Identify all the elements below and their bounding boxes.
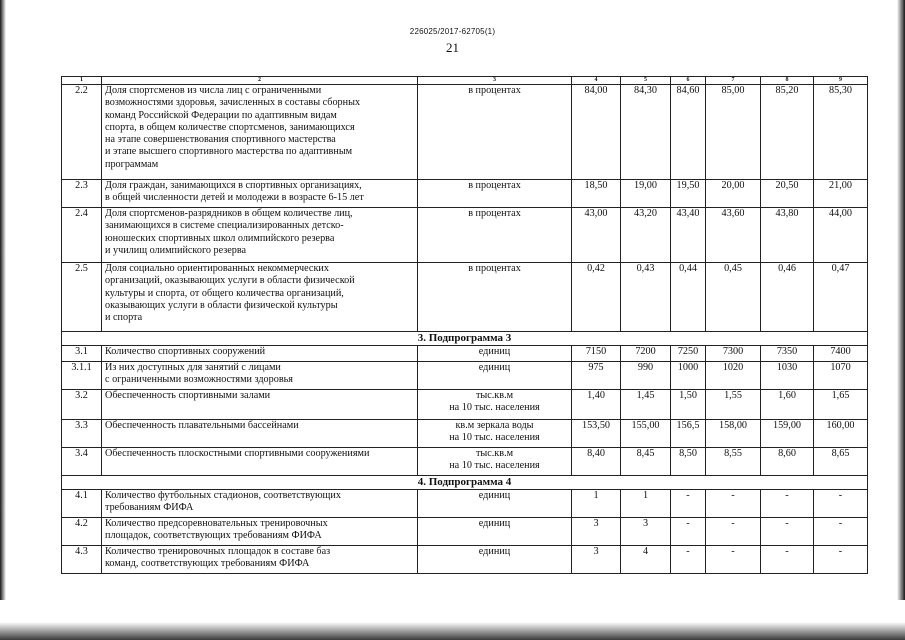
indicator-name-line: площадок, соответствующих требованиям ФИФА <box>105 530 322 542</box>
indicator-name-line: Обеспеченность спортивными залами <box>105 390 271 401</box>
unit-line: на 10 тыс. населения <box>449 460 540 472</box>
year-value: 7300 <box>706 346 761 362</box>
year-value: 1,50 <box>671 390 706 420</box>
indicator-name-line: занимающихся в системе специализированных детско- <box>105 220 344 232</box>
column-number: 6 <box>671 77 706 85</box>
unit-of-measure <box>418 390 572 420</box>
unit-of-measure <box>418 362 572 390</box>
unit-of-measure <box>418 546 572 574</box>
indicator-name-line: и этапе высшего спортивного мастерства по адаптивным <box>105 146 353 158</box>
year-value: 19,50 <box>671 180 706 208</box>
indicator-name-line: Доля спортсменов-разрядников в общем количестве лиц, <box>105 208 353 219</box>
unit-line: единиц <box>478 546 511 557</box>
column-number: 3 <box>418 77 572 85</box>
unit-line: в процентах <box>468 208 521 219</box>
year-value: 21,00 <box>814 180 868 208</box>
year-value: 43,40 <box>671 208 706 263</box>
section-row <box>62 332 868 346</box>
unit-line: единиц <box>478 362 511 373</box>
year-value: - <box>761 546 814 574</box>
row-number: 2.4 <box>62 208 102 263</box>
year-value: - <box>814 546 868 574</box>
indicator-name-line: Из них доступных для занятий с лицами <box>105 362 281 373</box>
indicator-name-line: программам <box>105 158 159 170</box>
year-value: 8,50 <box>671 448 706 476</box>
indicator-name-line: в общей численности детей и молодежи в возрасте 6-15 лет <box>105 192 364 204</box>
year-value: 84,60 <box>671 85 706 180</box>
column-number: 4 <box>572 77 621 85</box>
year-value: 20,50 <box>761 180 814 208</box>
table-row <box>62 546 868 574</box>
indicator-name-line: команд Российской Федерации по адаптивным видам <box>105 109 337 121</box>
indicator-name-line: Обеспеченность плавательными бассейнами <box>105 420 299 431</box>
indicator-name <box>102 490 418 518</box>
section-title: 3. Подпрограмма 3 <box>62 332 868 346</box>
column-number: 9 <box>814 77 868 85</box>
unit-line: в процентах <box>468 180 521 191</box>
year-value: 18,50 <box>572 180 621 208</box>
indicator-name <box>102 420 418 448</box>
table-row <box>62 180 868 208</box>
year-value: 3 <box>572 518 621 546</box>
year-value: 84,00 <box>572 85 621 180</box>
year-value: 44,00 <box>814 208 868 263</box>
indicators-table <box>61 76 868 574</box>
indicator-name-line: культуры и спорта, от общего количества организаций, <box>105 287 344 299</box>
document-id: 226025/2017-62705(1) <box>409 27 496 36</box>
indicator-name-line: Количество спортивных сооружений <box>105 346 266 357</box>
table-row <box>62 448 868 476</box>
indicator-name-line: с ограниченными возможностями здоровья <box>105 374 293 386</box>
column-number: 7 <box>706 77 761 85</box>
table-row <box>62 362 868 390</box>
indicator-name-line: Доля социально ориентированных некоммерческих <box>105 263 329 274</box>
year-value: 8,55 <box>706 448 761 476</box>
year-value: 990 <box>621 362 671 390</box>
year-value: - <box>671 518 706 546</box>
unit-line: кв.м зеркала воды <box>455 420 534 431</box>
unit-of-measure <box>418 208 572 263</box>
indicator-name <box>102 390 418 420</box>
year-value: 0,47 <box>814 263 868 332</box>
year-value: - <box>814 518 868 546</box>
indicator-name <box>102 518 418 546</box>
unit-line: единиц <box>478 490 511 501</box>
unit-line: в процентах <box>468 85 521 96</box>
year-value: 975 <box>572 362 621 390</box>
year-value: 1000 <box>671 362 706 390</box>
year-value: 85,20 <box>761 85 814 180</box>
row-number: 2.2 <box>62 85 102 180</box>
table-row <box>62 420 868 448</box>
unit-of-measure <box>418 420 572 448</box>
row-number: 4.2 <box>62 518 102 546</box>
year-value: 1,65 <box>814 390 868 420</box>
year-value: 8,45 <box>621 448 671 476</box>
table-row <box>62 85 868 180</box>
table-row <box>62 490 868 518</box>
year-value: 3 <box>572 546 621 574</box>
year-value: - <box>671 490 706 518</box>
year-value: - <box>671 546 706 574</box>
unit-line: единиц <box>478 518 511 529</box>
indicator-name-line: организаций, оказывающих услуги в области физической <box>105 275 355 287</box>
row-number: 2.3 <box>62 180 102 208</box>
year-value: 19,00 <box>621 180 671 208</box>
row-number: 2.5 <box>62 263 102 332</box>
year-value: 159,00 <box>761 420 814 448</box>
table-row <box>62 208 868 263</box>
table-row <box>62 390 868 420</box>
unit-of-measure <box>418 263 572 332</box>
year-value: 155,00 <box>621 420 671 448</box>
indicator-name-line: Количество тренировочных площадок в составе баз <box>105 546 331 557</box>
year-value: 43,60 <box>706 208 761 263</box>
row-number: 4.1 <box>62 490 102 518</box>
section-row <box>62 476 868 490</box>
indicator-name <box>102 346 418 362</box>
row-number: 3.1 <box>62 346 102 362</box>
scan-shadow-bottom <box>0 600 905 640</box>
year-value: 0,44 <box>671 263 706 332</box>
indicator-name-line: возможностями здоровья, зачисленных в составы сборных <box>105 97 361 109</box>
year-value: - <box>814 490 868 518</box>
year-value: 4 <box>621 546 671 574</box>
indicator-name-line: требованиям ФИФА <box>105 502 194 514</box>
year-value: 7200 <box>621 346 671 362</box>
year-value: 0,43 <box>621 263 671 332</box>
row-number: 4.3 <box>62 546 102 574</box>
column-number: 1 <box>62 77 102 85</box>
year-value: 3 <box>621 518 671 546</box>
year-value: 7350 <box>761 346 814 362</box>
indicator-name <box>102 448 418 476</box>
year-value: 1,55 <box>706 390 761 420</box>
column-number: 5 <box>621 77 671 85</box>
year-value: 1,40 <box>572 390 621 420</box>
year-value: 1 <box>572 490 621 518</box>
indicator-name-line: и спорта <box>105 312 143 324</box>
row-number: 3.1.1 <box>62 362 102 390</box>
year-value: - <box>706 490 761 518</box>
column-number: 8 <box>761 77 814 85</box>
table-row <box>62 263 868 332</box>
year-value: 0,45 <box>706 263 761 332</box>
unit-line: тыс.кв.м <box>475 390 514 401</box>
indicator-name-line: спорта, в общем количестве спортсменов, занимающихся <box>105 121 355 133</box>
column-number-row <box>62 77 868 85</box>
indicator-name-line: Доля спортсменов из числа лиц с ограниченными <box>105 85 322 96</box>
year-value: 85,00 <box>706 85 761 180</box>
unit-line: тыс.кв.м <box>475 448 514 459</box>
year-value: - <box>761 518 814 546</box>
table-row <box>62 346 868 362</box>
year-value: 43,00 <box>572 208 621 263</box>
year-value: - <box>761 490 814 518</box>
indicator-name <box>102 546 418 574</box>
year-value: 0,42 <box>572 263 621 332</box>
scan-shadow-right <box>897 0 905 640</box>
unit-line: единиц <box>478 346 511 357</box>
indicator-name-line: на этапе совершенствования спортивного мастерства <box>105 134 336 146</box>
year-value: 1020 <box>706 362 761 390</box>
row-number: 3.4 <box>62 448 102 476</box>
year-value: 8,65 <box>814 448 868 476</box>
unit-line: на 10 тыс. населения <box>449 432 540 444</box>
unit-of-measure <box>418 346 572 362</box>
indicator-name-line: Доля граждан, занимающихся в спортивных организациях, <box>105 180 362 191</box>
indicator-name <box>102 263 418 332</box>
section-title: 4. Подпрограмма 4 <box>62 476 868 490</box>
unit-of-measure <box>418 180 572 208</box>
unit-of-measure <box>418 448 572 476</box>
indicator-name-line: Обеспеченность плоскостными спортивными сооружениями <box>105 448 370 459</box>
year-value: 7250 <box>671 346 706 362</box>
year-value: 43,80 <box>761 208 814 263</box>
year-value: 1 <box>621 490 671 518</box>
year-value: 8,60 <box>761 448 814 476</box>
indicator-name <box>102 180 418 208</box>
year-value: 85,30 <box>814 85 868 180</box>
scan-shadow-left <box>0 0 6 640</box>
year-value: 7150 <box>572 346 621 362</box>
year-value: 1030 <box>761 362 814 390</box>
year-value: - <box>706 546 761 574</box>
year-value: 156,5 <box>671 420 706 448</box>
indicator-name <box>102 362 418 390</box>
year-value: 1070 <box>814 362 868 390</box>
year-value: 160,00 <box>814 420 868 448</box>
year-value: 84,30 <box>621 85 671 180</box>
page-number: 21 <box>446 40 459 55</box>
year-value: 43,20 <box>621 208 671 263</box>
indicator-name-line: оказывающих услуги в области физической культуры <box>105 299 338 311</box>
year-value: 8,40 <box>572 448 621 476</box>
indicator-name-line: команд, соответствующих требованиям ФИФА <box>105 558 310 570</box>
year-value: 1,45 <box>621 390 671 420</box>
unit-of-measure <box>418 85 572 180</box>
indicator-name-line: Количество футбольных стадионов, соответствующих <box>105 490 341 501</box>
year-value: 7400 <box>814 346 868 362</box>
year-value: 20,00 <box>706 180 761 208</box>
indicator-name <box>102 85 418 180</box>
unit-line: на 10 тыс. населения <box>449 402 540 414</box>
column-number: 2 <box>102 77 418 85</box>
row-number: 3.3 <box>62 420 102 448</box>
year-value: 0,46 <box>761 263 814 332</box>
indicator-name-line: Количество предсоревновательных тренировочных <box>105 518 328 529</box>
indicator-name-line: и училищ олимпийского резерва <box>105 244 247 256</box>
year-value: - <box>706 518 761 546</box>
unit-line: в процентах <box>468 263 521 274</box>
unit-of-measure <box>418 490 572 518</box>
indicator-name <box>102 208 418 263</box>
row-number: 3.2 <box>62 390 102 420</box>
year-value: 158,00 <box>706 420 761 448</box>
year-value: 153,50 <box>572 420 621 448</box>
table-row <box>62 518 868 546</box>
unit-of-measure <box>418 518 572 546</box>
indicator-name-line: юношеских спортивных школ олимпийского резерва <box>105 232 335 244</box>
year-value: 1,60 <box>761 390 814 420</box>
